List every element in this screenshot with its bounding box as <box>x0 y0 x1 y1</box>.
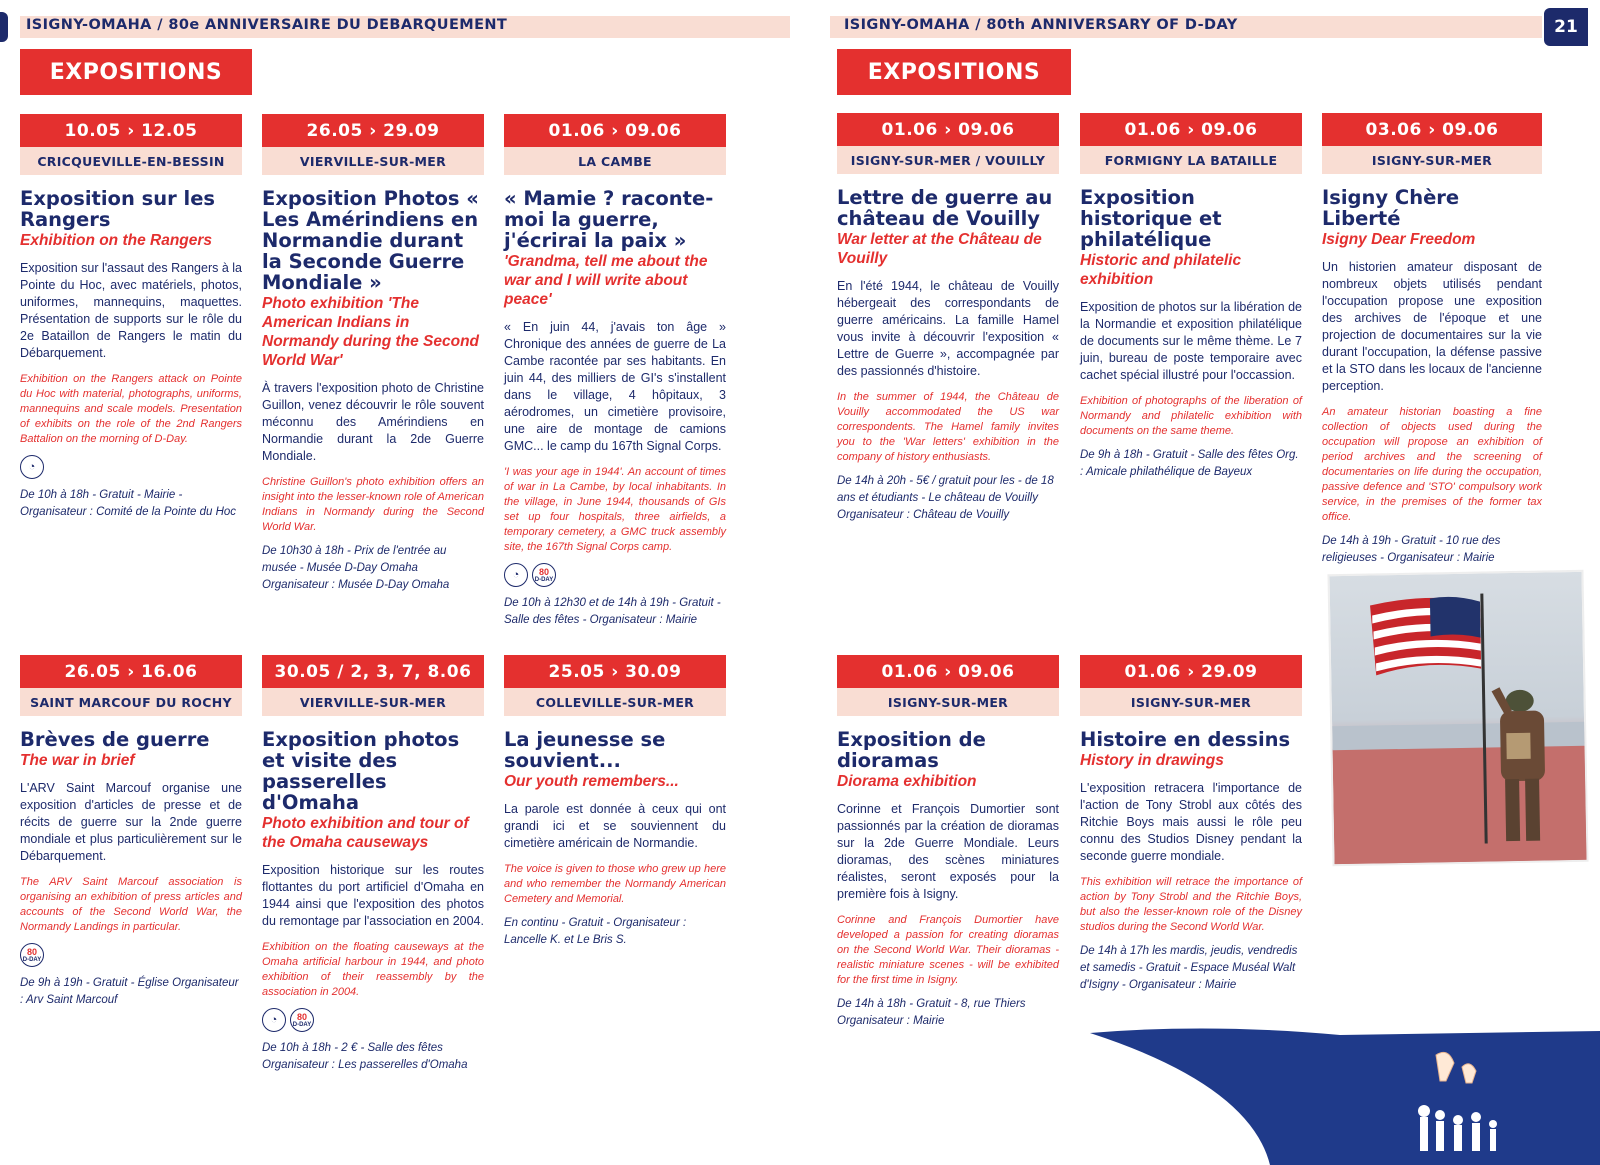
event-description-en: 'I was your age in 1944'. An account of times of war in La Cambe, by local inhabitants. In the village, in June 1944, thousands of GIs set up four hospitals, three airfields, a temporary cemetery, a GMC truck assembly site, the 167th Signal Corps camp. <box>504 466 726 553</box>
event-title: Exposition Photos « Les Amérindiens en Normandie durant la Seconde Guerre Mondiale » <box>262 187 479 294</box>
event-description-en: The voice is given to those who grew up here and who remember the Normandy American Cemetery and Memorial. <box>504 863 726 905</box>
event-description-en: Christine Guillon's photo exhibition offers an insight into the lesser-known role of American Indians in Normandy during the Second World War. <box>262 476 484 533</box>
page-number: 21 <box>1544 8 1588 46</box>
event-description-en: Exhibition on the floating causeways at the Omaha artificial harbour in 1944, and photo exhibition of their reassembly by the association in 2004. <box>262 941 484 998</box>
event-date: 25.05 › 30.09 <box>504 655 726 688</box>
80-dday-badge-icon: 80 D-DAY <box>20 943 44 967</box>
clock-icon: ◔ <box>262 1008 286 1032</box>
event-card-passerelles <box>262 655 484 1074</box>
soldier-flag-photo <box>1327 570 1588 866</box>
page-tab-left <box>0 12 8 42</box>
event-subtitle: Historic and philatelic exhibition <box>1080 252 1242 288</box>
event-place: ISIGNY-SUR-MER <box>1080 688 1302 716</box>
event-place: VIERVILLE-SUR-MER <box>262 688 484 716</box>
event-description-fr: Exposition sur l'assaut des Rangers à la Pointe du Hoc, avec matériels, photos, uniformes, mannequins, maquettes. Présentation de supports sur le rôle du 2e Bataillon de Rangers le matin du Débarquement. <box>20 261 242 360</box>
event-description-en: In the summer of 1944, the Château de Vouilly accommodated the US war correspondents. The Hamel family invites you to the 'War letters' exhibition in the company of history enthusiasts. <box>837 391 1059 463</box>
american-flag <box>1370 596 1481 675</box>
event-info: De 14h à 18h - Gratuit - 8, rue Thiers Organisateur : Mairie <box>837 998 1026 1027</box>
event-description-fr: Un historien amateur disposant de nombreux objets utilisés pendant l'occupation propose une exposition des archives de l'époque et une projection de documentaires sur la vie durant l'occupation, la défense passive et la STO dans les locaux de l'ancienne perception. <box>1322 260 1542 393</box>
event-date: 03.06 › 09.06 <box>1322 113 1542 146</box>
section-title-left: EXPOSITIONS <box>20 49 252 95</box>
event-title: La jeunesse se souvient... <box>504 728 666 772</box>
clock-icon: ◔ <box>20 455 44 479</box>
sea-shape <box>1090 1028 1600 1165</box>
80-dday-badge-icon: 80 D-DAY <box>290 1008 314 1032</box>
event-subtitle: History in drawings <box>1080 752 1224 769</box>
event-card-breves <box>20 655 242 1009</box>
sea-horizon <box>1332 722 1588 750</box>
event-date: 01.06 › 29.09 <box>1080 655 1302 688</box>
event-info: De 10h à 18h - 2 € - Salle des fêtes Organisateur : Les passerelles d'Omaha <box>262 1042 468 1071</box>
event-description-en: Exhibition of photographs of the liberation of Normandy and philatelic exhibition with documents on the same theme. <box>1080 395 1302 437</box>
event-description-fr: « En juin 44, j'avais ton âge » Chronique des années de guerre de La Cambe racontée par ses habitants. En juin 44, des milliers de GI's s'installent dans le village, 4 hôpitaux, 3 aérodromes, un cimetière provisoire, une aire de montage de camions GMC... le camp du 167th Signal Corps. <box>504 320 726 453</box>
event-description-fr: Exposition historique sur les routes flottantes du port artificiel d'Omaha en 1944 ainsi que l'exposition des photos du remontage par l'association en 2004. <box>262 863 484 928</box>
beach-sand <box>1332 742 1588 866</box>
event-place: ISIGNY-SUR-MER <box>837 688 1059 716</box>
event-description-fr: L'ARV Saint Marcouf organise une exposition d'articles de presse et de récits de guerre sur la 2nde guerre mondiale et plus particulièrement sur le Débarquement. <box>20 781 242 863</box>
event-title: « Mamie ? raconte-moi la guerre, j'écrirai la paix » <box>504 187 714 252</box>
event-icons <box>20 943 242 967</box>
event-subtitle: Photo exhibition and tour of the Omaha causeways <box>262 815 469 851</box>
header-right-text: ISIGNY-OMAHA / 80th ANNIVERSARY OF D-DAY <box>844 17 1238 33</box>
event-info: De 10h à 12h30 et de 14h à 19h - Gratuit - Salle des fêtes - Organisateur : Mairie <box>504 597 721 626</box>
event-title: Lettre de guerre au château de Vouilly <box>837 186 1053 230</box>
soldier-flag-illustration <box>1330 572 1589 866</box>
event-subtitle: 'Grandma, tell me about the war and I will write about peace' <box>504 253 708 308</box>
event-subtitle: Isigny Dear Freedom <box>1322 231 1476 248</box>
event-info: En continu - Gratuit - Organisateur : Lancelle K. et Le Bris S. <box>504 917 687 946</box>
event-info: De 14h à 17h les mardis, jeudis, vendredis et samedis - Gratuit - Espace Muséal Walt d'Isigny - Organisateur : Mairie <box>1080 945 1298 991</box>
event-title: Exposition de dioramas <box>837 728 986 772</box>
event-card-mamie <box>504 114 726 629</box>
event-description-fr: L'exposition retracera l'importance de l'action de Tony Strobl aux côtés des Ritchie Boys mais aussi le rôle peu connu des Studios Disney pendant la seconde guerre mondiale. <box>1080 781 1302 863</box>
event-date: 10.05 › 12.05 <box>20 114 242 147</box>
event-place: ISIGNY-SUR-MER <box>1322 146 1542 174</box>
event-card-amerindiens <box>262 114 484 594</box>
event-date: 01.06 › 09.06 <box>837 655 1059 688</box>
event-subtitle: Exhibition on the Rangers <box>20 232 213 249</box>
event-description-fr: La parole est donnée à ceux qui ont grandi ici et se souviennent du cimetière américain de Normandie. <box>504 802 726 850</box>
event-place: SAINT MARCOUF DU ROCHY <box>20 688 242 716</box>
event-date: 30.05 / 2, 3, 7, 8.06 <box>262 655 484 688</box>
event-icons <box>262 1008 484 1032</box>
event-place: ISIGNY-SUR-MER / VOUILLY <box>837 146 1059 174</box>
event-card-vouilly <box>837 113 1059 524</box>
clock-icon: ◔ <box>504 563 528 587</box>
event-place: COLLEVILLE-SUR-MER <box>504 688 726 716</box>
event-info: De 9h à 19h - Gratuit - Église Organisateur : Arv Saint Marcouf <box>20 977 239 1006</box>
event-title: Isigny Chère Liberté <box>1322 186 1460 230</box>
event-title: Exposition sur les Rangers <box>20 187 216 231</box>
event-title: Brèves de guerre <box>20 728 210 751</box>
event-place: FORMIGNY LA BATAILLE <box>1080 146 1302 174</box>
80-dday-badge-icon: 80 D-DAY <box>532 563 556 587</box>
event-subtitle: Photo exhibition 'The American Indians in Normandy during the Second World War' <box>262 295 480 369</box>
event-place: CRICQUEVILLE-EN-BESSIN <box>20 147 242 175</box>
event-card-dioramas <box>837 655 1059 1030</box>
event-description-fr: Corinne et François Dumortier sont passionnés par la création de dioramas sur la 2de Guerre Mondiale. Leurs dioramas, des scènes miniatures réalistes, seront exposés pour la première fois à Isigny. <box>837 802 1059 901</box>
event-date: 26.05 › 29.09 <box>262 114 484 147</box>
event-description-en: Exhibition on the Rangers attack on Pointe du Hoc with material, photographs, uniforms, mannequins and scale models. Presentation of exhibits on the role of the 2nd Rangers Battalion on the morning of D-Day. <box>20 373 242 445</box>
event-icons <box>504 563 726 587</box>
event-description-fr: En l'été 1944, le château de Vouilly hébergeait des correspondants de guerre américains. La famille Hamel vous invite à découvrir l'exposition « Lettre de Guerre », accompagnée par des passionnés d'histoire. <box>837 279 1059 378</box>
event-info: De 14h à 19h - Gratuit - 10 rue des religieuses - Organisateur : Mairie <box>1322 535 1501 564</box>
event-title: Histoire en dessins <box>1080 728 1291 751</box>
event-info: De 10h30 à 18h - Prix de l'entrée au musée - Musée D-Day Omaha Organisateur : Musée D-Day Omaha <box>262 545 450 591</box>
event-date: 26.05 › 16.06 <box>20 655 242 688</box>
event-place: VIERVILLE-SUR-MER <box>262 147 484 175</box>
event-subtitle: The war in brief <box>20 752 135 769</box>
section-title-right: EXPOSITIONS <box>837 49 1071 95</box>
event-description-en: Corinne and François Dumortier have developed a passion for creating dioramas on the Second World War. Their dioramas - realistic miniature scenes - will be exhibited for the first time in Isigny. <box>837 914 1059 986</box>
event-card-philatelique <box>1080 113 1302 481</box>
event-info: De 10h à 18h - Gratuit - Mairie - Organisateur : Comité de la Pointe du Hoc <box>20 489 237 518</box>
event-date: 01.06 › 09.06 <box>504 114 726 147</box>
sea-lanterns-decoration <box>1090 1025 1600 1165</box>
event-title: Exposition photos et visite des passerelles d'Omaha <box>262 728 460 814</box>
event-title: Exposition historique et philatélique <box>1080 186 1222 251</box>
event-card-rangers <box>20 114 242 521</box>
event-info: De 9h à 18h - Gratuit - Salle des fêtes Org. : Amicale philathélique de Bayeux <box>1080 449 1299 478</box>
event-info: De 14h à 20h - 5€ / gratuit pour les - de 18 ans et étudiants - Le château de Vouilly Organisateur : Château de Vouilly <box>837 475 1054 521</box>
event-description-en: The ARV Saint Marcouf association is organising an exhibition of press articles and accounts of the Second World War, the Normandy Landings in particular. <box>20 876 242 933</box>
event-date: 01.06 › 09.06 <box>837 113 1059 146</box>
header-left-text: ISIGNY-OMAHA / 80e ANNIVERSAIRE DU DEBARQUEMENT <box>26 17 508 33</box>
event-description-fr: À travers l'exposition photo de Christine Guillon, venez découvrir le rôle souvent méconnu des Amérindiens en Normandie durant la 2de Guerre Mondiale. <box>262 381 484 463</box>
event-description-fr: Exposition de photos sur la libération de la Normandie et exposition philatélique de documents sur le même thème. Le 7 juin, bureau de poste temporaire avec cachet spécial illustré pour l'occassion. <box>1080 300 1302 382</box>
event-description-en: An amateur historian boasting a fine collection of objects used during the occupation will propose an exhibition of period archives and the screening of documentaries on life during the occupation, passive defence and 'STO' compulsory work service, in the premises of the former tax office. <box>1322 406 1542 523</box>
event-place: LA CAMBE <box>504 147 726 175</box>
event-description-en: This exhibition will retrace the importance of action by Tony Strobl and the Ritchie Boys, but also the lesser-known role of the Disney studios during the Second World War. <box>1080 876 1302 933</box>
event-card-isigny-liberte <box>1322 113 1542 567</box>
event-card-jeunesse <box>504 655 726 949</box>
event-icons <box>20 455 242 479</box>
event-subtitle: Diorama exhibition <box>837 773 977 790</box>
event-date: 01.06 › 09.06 <box>1080 113 1302 146</box>
event-card-dessins <box>1080 655 1302 994</box>
event-subtitle: War letter at the Château de Vouilly <box>837 231 1042 267</box>
event-subtitle: Our youth remembers... <box>504 773 679 790</box>
